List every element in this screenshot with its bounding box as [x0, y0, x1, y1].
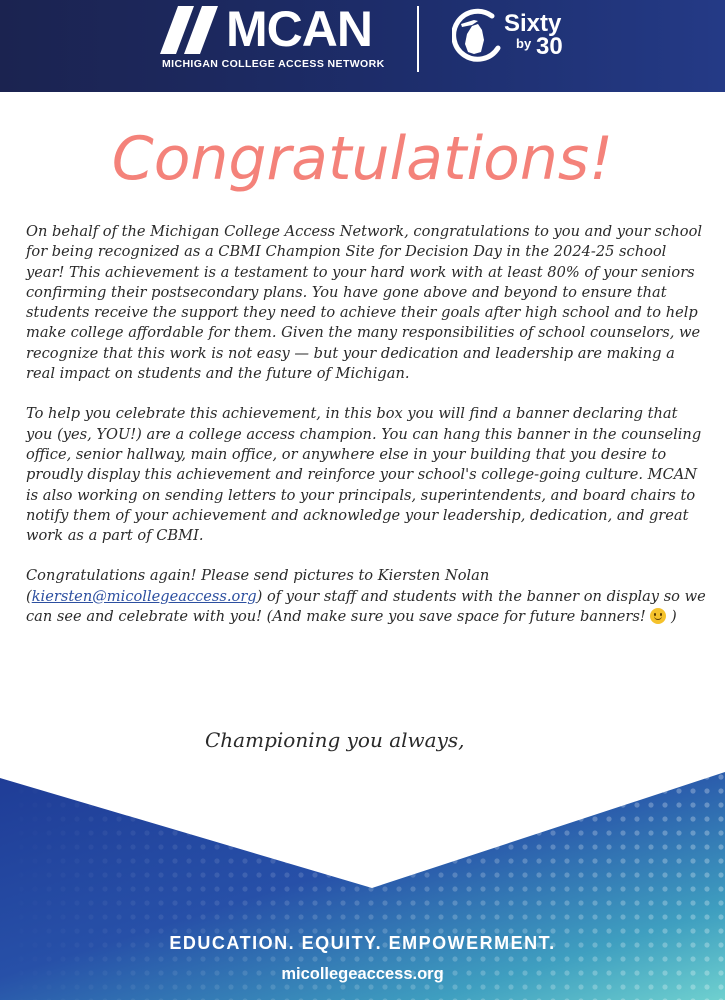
email-link[interactable]: kiersten@micollegeaccess.org [31, 587, 257, 605]
closing-line: Championing you always, [205, 728, 465, 752]
letter-body [26, 222, 706, 647]
letter-paragraph-1: On behalf of the Michigan College Access Network, congratulations to you and your school for being recognized as a CBMI Champion Site for Decision Day in the 2024-25 school year! This achievement is a testament to your hard work with at least 80% of your seniors confirming their postsecondary plans. You have gone above and beyond to ensure that students receive the support they need to achieve their goals after high school and to help make college affordable for them. Given the many responsibilities of school counselors, we recognize that this work is not easy — but your dedication and leadership are making a real impact on students and the future of Michigan. [26, 223, 703, 383]
mcan-logo [160, 1, 390, 76]
footer-website-link[interactable]: micollegeaccess.org [281, 965, 444, 983]
sixty-logo-word: Sixty [504, 10, 562, 37]
paragraph-3-start: Congratulations again! Please send pictures to Kiersten Nolan ( [26, 567, 490, 605]
page-title: Congratulations! [111, 124, 614, 194]
paragraph-3-mid: ) of your staff and students with the banner on display so we can see and celebrate with you! (And make sure you save space for future banners! [26, 587, 706, 626]
mcan-slash-icon [160, 6, 224, 54]
mcan-logo-text: MCAN [226, 1, 372, 57]
michigan-map-icon [452, 8, 504, 66]
mcan-logo-subtitle: MICHIGAN COLLEGE ACCESS NETWORK [162, 58, 385, 70]
sixty-logo-by: by [516, 36, 532, 51]
letter-paragraph-3 [26, 566, 706, 627]
header-divider [417, 6, 419, 72]
letter-paragraph-2: To help you celebrate this achievement, in this box you will find a banner declaring that you (yes, YOU!) are a college access champion. You can hang this banner in the counseling office, senior hallway, main office, or anywhere else in your building that you desire to proudly display this achievement and reinforce your school's college-going culture. MCAN is also working on sending letters to your principals, superintendents, and board chairs to notify them of your achievement and acknowledge your leadership, dedication, and great work as a part of CBMI. [26, 405, 702, 545]
header-banner [0, 0, 725, 92]
smiley-emoji-icon [650, 608, 666, 624]
sixty-logo-number: 30 [536, 33, 563, 60]
footer-tagline: EDUCATION. EQUITY. EMPOWERMENT. [169, 933, 556, 953]
sixty-by-30-logo [452, 4, 592, 76]
paragraph-3-end: ) [666, 608, 677, 626]
